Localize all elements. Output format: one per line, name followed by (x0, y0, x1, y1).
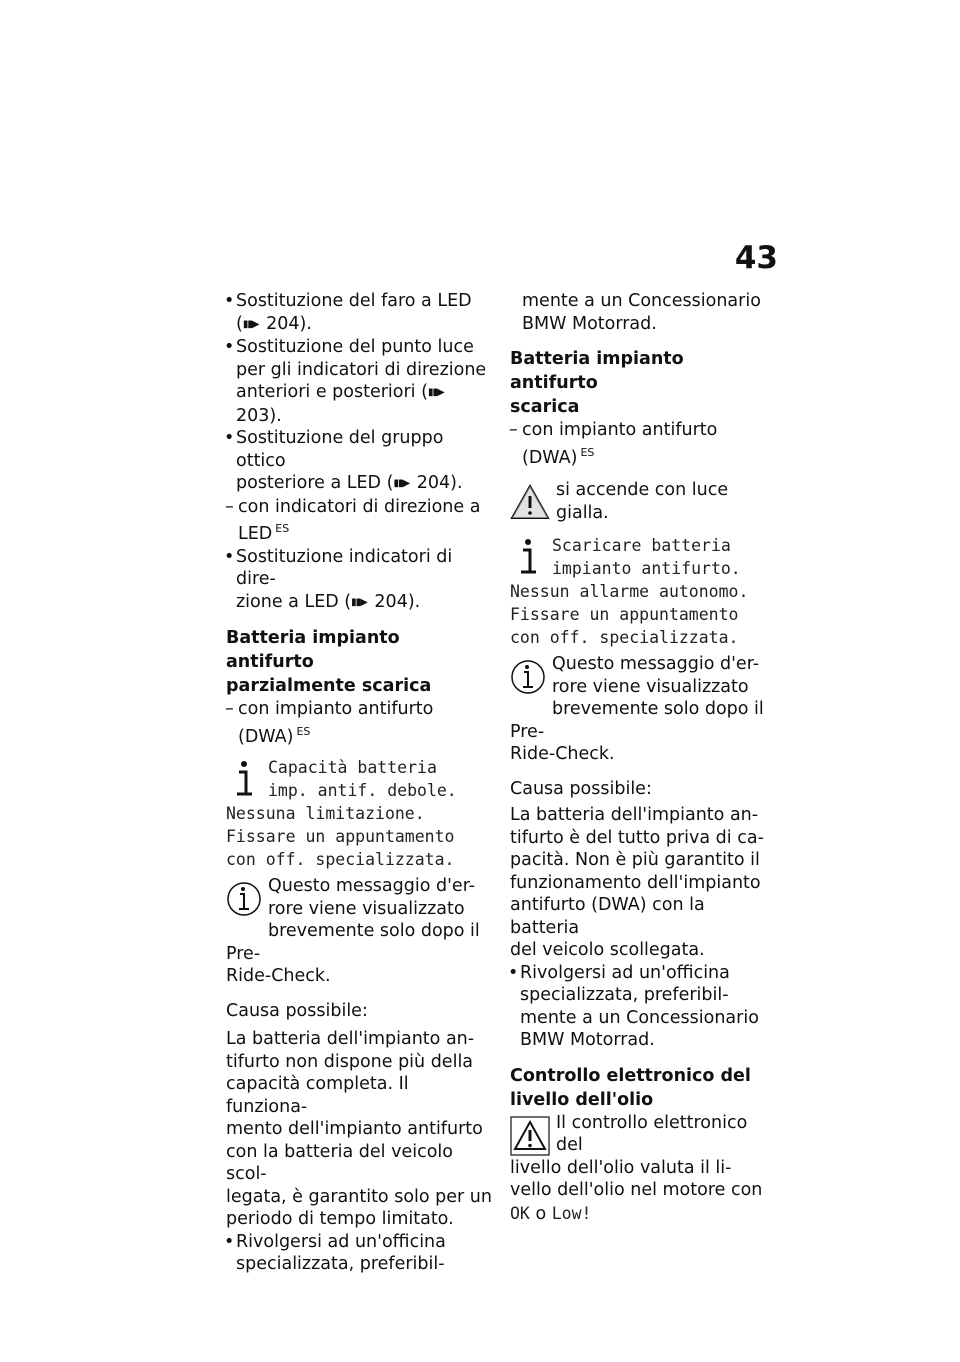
bullet-marker: • (224, 428, 235, 448)
list-item-text: mente a un Concessionario (522, 291, 761, 311)
condition-dwa (510, 419, 776, 469)
dash-marker: – (509, 420, 518, 440)
info-note: Questo messaggio d'er- rore viene visualizzato brevemente solo dopo il Pre- Ride-Check. (226, 876, 480, 986)
condition-text: (DWA) (522, 447, 578, 468)
info-icon (510, 655, 546, 699)
section-heading: Controllo elettronico del livello dell'olio (510, 1065, 751, 1110)
list-item-workshop (226, 1231, 492, 1276)
message-line: con off. specializzata. (510, 628, 739, 647)
page-reference-arrow-icon: ▮▮▶ (242, 318, 259, 330)
page-number: 43 (734, 240, 778, 276)
left-column (226, 290, 492, 1276)
bullet-marker: • (508, 962, 519, 983)
page-reference: 204). (416, 473, 463, 493)
list-item-indicator-bulbs (226, 336, 492, 427)
list-item-text: posteriore a LED ( (236, 473, 394, 493)
display-message (226, 756, 492, 871)
list-item-text: Rivolgersi ad un'officina (236, 1231, 446, 1252)
bullet-marker: • (224, 291, 235, 311)
condition-text: (DWA) (238, 726, 294, 747)
cause-label: Causa possibile: (510, 778, 652, 799)
list-item-text: Sostituzione indicatori di dire- (236, 546, 453, 589)
list-item-led-indicators (226, 546, 492, 615)
bullet-marker: • (224, 546, 235, 567)
section-heading: Batteria impianto antifurto parzialmente scarica (226, 628, 432, 696)
oil-status-ok: OK (510, 1203, 530, 1223)
list-item-text: specializzata, preferibil- (520, 985, 729, 1005)
dash-marker: – (225, 699, 234, 719)
message-line: Fissare un appuntamento (510, 605, 739, 624)
info-icon (226, 877, 262, 921)
list-item-text: Sostituzione del gruppo ottico (236, 428, 444, 471)
dash-marker: – (225, 496, 234, 517)
page-reference: 203). (236, 405, 282, 426)
info-icon (226, 758, 262, 802)
message-line: Nessuna limitazione. (226, 804, 425, 823)
page-reference: 204). (266, 313, 312, 334)
right-column (510, 290, 776, 1225)
condition-led-indicators (226, 496, 492, 546)
list-item-text: mente a un Concessionario (520, 1007, 759, 1028)
message-line: Nessun allarme autonomo. (510, 582, 749, 601)
message-line: imp. antif. debole. (268, 781, 457, 800)
message-line: con off. specializzata. (226, 850, 455, 869)
condition-dwa (226, 698, 492, 748)
cause-description: La batteria dell'impianto an- tifurto non dispone più della capacità completa. Il funziona- mento dell'impianto antifurto con la batteria del veicolo scol- legata, è garantito solo per un periodo di tempo limitato. (226, 1029, 492, 1229)
optional-equipment-mark: ES (580, 445, 595, 459)
oil-status-low: Low! (551, 1203, 592, 1223)
warning-light-note: si accende con luce gialla. (510, 479, 776, 524)
page-reference-arrow-icon: ▮▮▶ (393, 478, 410, 489)
list-item-text: Sostituzione del punto luce (236, 337, 474, 357)
message-line: Capacità batteria (268, 758, 437, 777)
condition-text: con impianto antifurto (238, 699, 434, 719)
message-line: Scaricare batteria (552, 536, 731, 555)
optional-equipment-mark: ES (296, 724, 311, 738)
list-item-text: specializzata, preferibil- (236, 1254, 445, 1274)
optional-equipment-mark: ES (275, 522, 290, 535)
condition-text: con indicatori di direzione a (238, 496, 481, 517)
list-item-text: BMW Motorrad. (520, 1030, 655, 1050)
info-note: Questo messaggio d'er- rore viene visualizzato brevemente solo dopo il Pre- Ride-Check. (510, 654, 764, 764)
warning-triangle-icon (510, 483, 550, 521)
list-item-led-headlight: • Sostituzione del faro a LED (▮▮▶ 204). (226, 290, 492, 336)
message-line: Fissare un appuntamento (226, 827, 455, 846)
list-item-text: zione a LED ( (236, 591, 352, 612)
conjunction: o (535, 1203, 547, 1224)
list-item-rear-light (226, 427, 492, 496)
bullet-marker: • (224, 1231, 235, 1252)
list-item-text: anteriori e posteriori ( (236, 382, 428, 402)
info-icon (510, 536, 546, 580)
list-item-text: BMW Motorrad. (522, 313, 657, 334)
section-heading: Batteria impianto antifurto scarica (510, 349, 684, 417)
list-item-text: per gli indicatori di direzione (236, 359, 487, 380)
condition-text: con impianto antifurto (522, 420, 718, 440)
warning-triangle-icon (510, 1116, 550, 1156)
display-message (510, 534, 776, 649)
cause-label: Causa possibile: (226, 1000, 368, 1021)
bullet-marker: • (224, 337, 235, 357)
warning-oil-note: Il controllo elettronico del livello dell'olio valuta il li- vello dell'olio nel motore con OK o Low! (510, 1112, 763, 1224)
page-reference-arrow-icon: ▮▮▶ (427, 387, 444, 398)
condition-text: LED (238, 524, 273, 544)
list-item-continuation (510, 290, 776, 335)
list-item-workshop (510, 962, 776, 1052)
page-reference: 204). (374, 591, 421, 612)
message-line: impianto antifurto. (552, 559, 741, 578)
list-item-text: Sostituzione del faro a LED (236, 291, 472, 311)
page-reference-arrow-icon: ▮▮▶ (351, 596, 367, 608)
list-item-text: Rivolgersi ad un'officina (520, 962, 730, 983)
cause-description: La batteria dell'impianto an- tifurto è del tutto priva di ca- pacità. Non è più garantito il funzionamento dell'impianto antifurto (DWA) con la batteria del veicolo scollegata. (510, 805, 764, 960)
